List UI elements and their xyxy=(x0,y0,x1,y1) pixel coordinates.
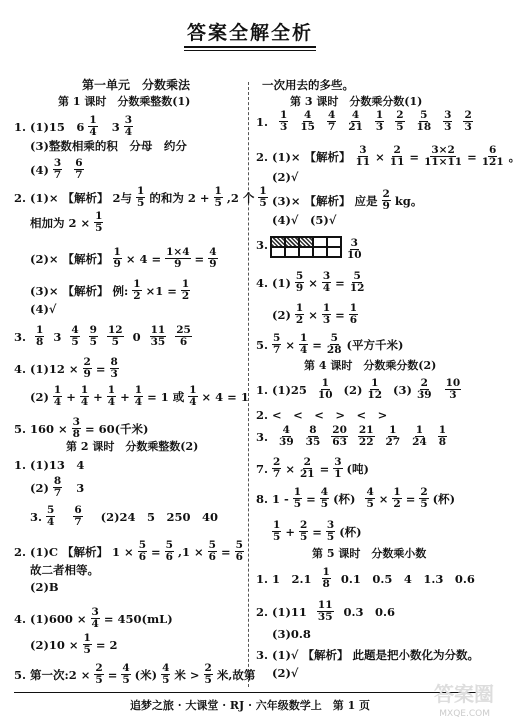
answer-line: 5. 第一次:2 × $\frac{2}{5}$ = $\frac{4}{5}$ (米) 4 5 米 > 2 5 米,故第 xyxy=(14,662,256,686)
answer-line: 5. 160 × $\frac{3}{8}$ = 60(千米) xyxy=(14,416,149,440)
answer-line: 故二者相等。 xyxy=(30,563,99,577)
lesson-heading: 第 2 课时 分数乘整数(2) xyxy=(66,440,199,453)
fraction: 4 39 xyxy=(279,424,294,448)
fraction: 1 8 xyxy=(438,424,447,448)
answer-line: 相加为 2 × $\frac{1}{5}$ xyxy=(30,210,103,234)
title-underline xyxy=(184,46,316,48)
footer-rule xyxy=(14,692,486,693)
answer-line: 4. (1)600 × $\frac{3}{4}$ = 450(mL) xyxy=(14,606,173,630)
answer-line: 3 10 xyxy=(347,237,362,261)
answer-line: 2. (1)× 【解析】 2与 1 5 的和为 2 + $\frac{1}{5}$ ,2 个 1 5 xyxy=(14,185,267,209)
title-underline-thin xyxy=(184,50,316,51)
fraction: 8 35 xyxy=(305,424,321,448)
answer-line: 3. 4 39 8 35 20 63 21 22 1 27 1 24 1 8 xyxy=(256,424,447,448)
answer-line: (2) $\frac{1}{2}$ × $\frac{1}{3}$ = $\frac{1}{6}$ xyxy=(272,302,358,326)
answer-line: 8. 1 - $\frac{1}{5}$ = $\frac{4}{5}$ (杯) $\frac{4}{5}$ × $\frac{1}{2}$ = $\frac{2}{5}$ (杯) xyxy=(256,486,456,510)
answer-line: 5. $\frac{5}{7}$ × $\frac{1}{4}$ = $\frac{5}{28}$ (平方千米) xyxy=(256,332,404,356)
lesson-heading: 第 3 课时 分数乘分数(1) xyxy=(290,95,423,108)
answer-line: 一次用去的多些。 xyxy=(262,78,354,92)
answer-line: 3. 5 4 6 7 (2)24 5 250 40 xyxy=(30,504,219,528)
page-footer: 追梦之旅 · 大课堂 · RJ · 六年级数学上 第 1 页 xyxy=(129,699,371,712)
fraction: 21 22 xyxy=(358,424,374,448)
answer-line: (2)× 【解析】 $\frac{1}{9}$ × 4 = $\frac{1\times 4}{9}$ = $\frac{4}{9}$ xyxy=(30,246,217,270)
lesson-heading: 第 5 课时 分数乘小数 xyxy=(312,547,427,560)
answer-line: 2. (1)× 【解析】 $\frac{3}{11}$ × $\frac{2}{11}$ = $\frac{3\times 2}{11\times 11}$ = $\frac{6}{121}$ 。 xyxy=(256,144,520,168)
fraction: 4 15 xyxy=(300,109,315,133)
answer-line: 2. (1)11 11 35 0.3 0.6 xyxy=(256,599,396,623)
fraction: 1 24 xyxy=(412,424,427,448)
page-title: 答案全解全析 xyxy=(186,22,313,44)
fraction: 3 3 xyxy=(444,109,452,133)
lesson-heading: 第 1 课时 分数乘整数(1) xyxy=(58,95,191,108)
answer-line: (2)10 × $\frac{1}{5}$ = 2 xyxy=(30,632,118,656)
answer-line: (4) 3 7 6 7 xyxy=(30,157,83,181)
answer-line: 3. 1 8 3 4 5 9 5 12 5 0 11 35 25 6 xyxy=(14,324,191,348)
answer-line: (4)√ (5)√ xyxy=(272,213,337,227)
answer-line: 1. 1 2.1 1 8 0.1 0.5 4 1.3 0.6 xyxy=(256,566,475,590)
fraction: 5 18 xyxy=(416,109,432,133)
answer-line: (2) 1 4 + $\frac{1}{4}$ + $\frac{1}{4}$ + $\frac{1}{4}$ = 1 或 $\frac{1}{4}$ × 4 = 1 xyxy=(30,384,249,408)
fraction: 4 7 xyxy=(327,109,336,133)
fraction: 1 27 xyxy=(385,424,401,448)
fraction: 1 3 xyxy=(280,109,288,133)
fraction: 1 3 xyxy=(375,109,384,133)
answer-line: 2. < < < > < > xyxy=(256,408,388,422)
answer-line: (3)整数相乘的积 分母 约分 xyxy=(30,139,187,153)
answer-line: (3)× 【解析】 例: $\frac{1}{2}$ ×1 = $\frac{1}{2}$ xyxy=(30,278,190,302)
fraction: 2 5 xyxy=(396,109,404,133)
answer-line: (4)√ xyxy=(30,302,57,316)
answer-line: (3)× 【解析】 应是 2 9 kg。 xyxy=(272,188,423,212)
answer-line: (2)√ xyxy=(272,666,299,680)
answer-line: 1 5 + $\frac{2}{5}$ = $\frac{3}{5}$ (杯) xyxy=(273,519,362,543)
answer-line: (2)B xyxy=(30,580,59,594)
answer-line: 1. 1 3 4 15 4 7 4 21 1 3 2 5 5 18 3 3 2 3 xyxy=(256,109,472,133)
lesson-heading: 第 4 课时 分数乘分数(2) xyxy=(304,359,437,372)
answer-line: 4. (1) $\frac{5}{9}$ × $\frac{3}{4}$ = $\frac{5}{12}$ xyxy=(256,270,365,294)
answer-line: 1. (1)13 4 xyxy=(14,458,85,472)
watermark-url: MXQE.COM xyxy=(439,709,490,719)
answer-line: 1. (1)15 6 1 4 3 3 4 xyxy=(14,114,133,138)
fraction-grid-figure xyxy=(270,236,342,258)
answer-line: (2)√ xyxy=(272,170,299,184)
answer-line: (3)0.8 xyxy=(272,627,311,641)
watermark-logo: 答案圈 xyxy=(434,682,494,706)
fraction: 20 63 xyxy=(332,424,347,448)
answer-line: 3. (1)√ 【解析】 此题是把小数化为分数。 xyxy=(256,648,479,662)
fraction: 2 3 xyxy=(464,109,472,133)
unit-heading: 第一单元 分数乘法 xyxy=(82,78,191,92)
answer-line: 3. xyxy=(256,238,269,252)
answer-line: 1. (1)25 1 10 (2) 1 12 (3) 2 39 10 3 xyxy=(256,377,461,401)
answer-line: 4. (1)12 × $\frac{2}{9}$ = $\frac{8}{3}$ xyxy=(14,356,118,380)
answer-line: 2. (1)C 【解析】 1 × $\frac{5}{6}$ = $\frac{5}{6}$ ,1 × $\frac{5}{6}$ = $\frac{5}{6}$ xyxy=(14,539,243,563)
fraction: 4 21 xyxy=(348,109,363,133)
answer-line: (2) 8 7 3 xyxy=(30,475,85,499)
answer-line: 7. $\frac{2}{7}$ × $\frac{2}{21}$ = $\frac{3}{1}$ (吨) xyxy=(256,456,369,480)
